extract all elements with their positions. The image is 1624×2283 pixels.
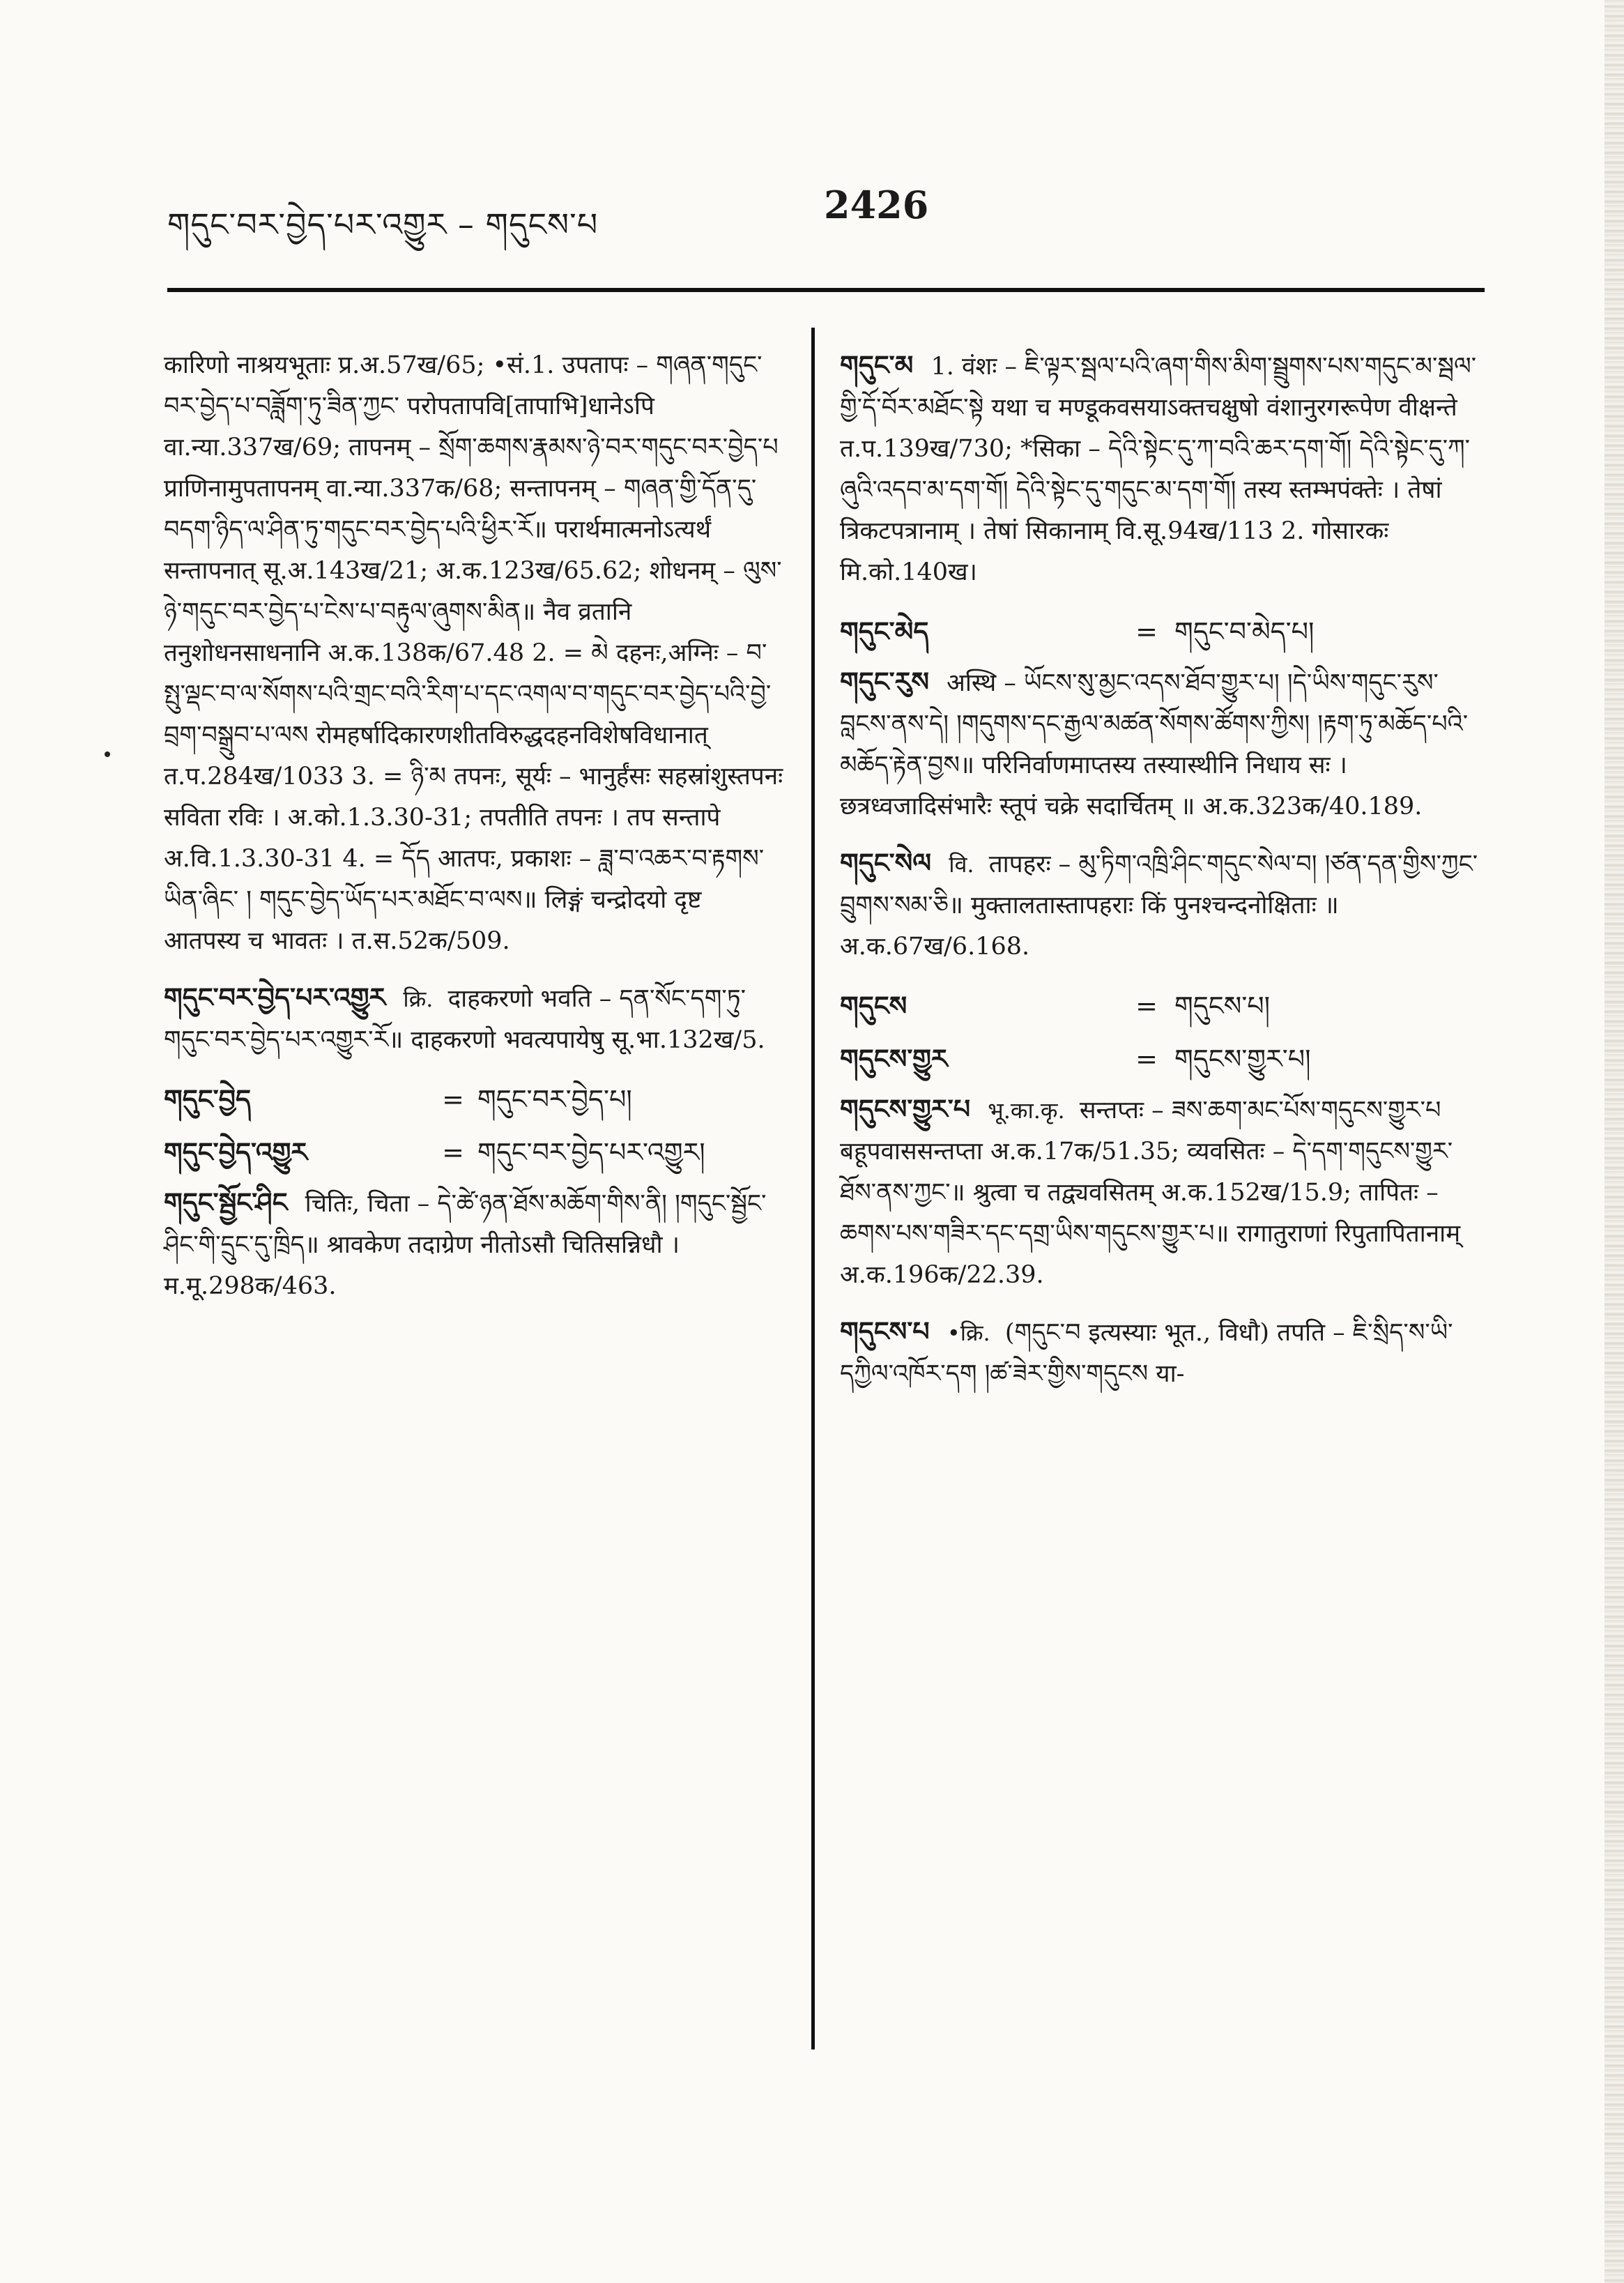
xref-lemma: གདུང་མེད	[840, 616, 929, 647]
margin-dot	[105, 751, 110, 757]
right-column	[840, 345, 1481, 1410]
entry-body: (གདུང་བ इत्यस्याः भूत., विधौ) तपति – ཇི་སྲིད་ས་ཡི་དཀྱིལ་འཁོར་དག །ཚ་ཟེར་གྱིས་གདུངས या-	[840, 1319, 1453, 1388]
xref-target: གདུང་བར་བྱེད་པ།	[477, 1084, 632, 1115]
entry-grammar: क्रि.	[403, 986, 434, 1012]
entry-lemma: གདུངས་པ	[840, 1316, 930, 1347]
entry-body: अस्थि – ཡོངས་སུ་མྱང་འདས་ཐོབ་གྱུར་པ། །དེ་ཡིས་གདུང་རུས་བླངས་ནས་དེ། །གདུགས་དང་རྒྱལ་མཚན་སོགས་ཚོགས་ཀྱིས། །རྟག་ཏུ་མཆོད་པའི་མཆོད་རྟེན་བྱས॥ परिनिर्वाणमाप्तस्य तस्यास्थीनि निधाय सः । छत्रध्वजादिसंभारैः स्तूपं चक्रे सदार्चितम् ॥ अ.क.323क/40.189.	[840, 669, 1469, 820]
xref-lemma: གདུངས་གྱུར	[840, 1044, 948, 1074]
cross-reference	[840, 609, 1481, 655]
xref-target: གདུང་བར་བྱེད་པར་འགྱུར།	[477, 1137, 705, 1168]
entry-body: दाहकरणो भवति – དན་སོང་དག་ཏུ་གདུང་བར་བྱེད་པར་འགྱུར་རོ॥ दाहकरणो भवत्यपायेषु सू.भा.132ख/5.	[164, 985, 765, 1054]
entry-continuation: कारिणो नाश्रयभूताः प्र.अ.57ख/65; •सं.1. उपतापः – གཞན་གདུང་བར་བྱེད་པ་བཟློག་ཏུ་ཟིན་ཀྱང་ परोपतापवि[तापाभि]धानेऽपि वा.न्या.337ख/69; तापनम् – སྲོག་ཆགས་རྣམས་ཉེ་བར་གདུང་བར་བྱེད་པ प्राणिनामुपतापनम् वा.न्या.337क/68; सन्तापनम् – གཞན་གྱི་དོན་དུ་བདག་ཉིད་ལ་ཤིན་ཏུ་གདུང་བར་བྱེད་པའི་ཕྱིར་རོ॥ परार्थमात्मनोऽत्यर्थं सन्तापनात् सू.अ.143ख/21; अ.क.123ख/65.62; शोधनम् – ལུས་ཉེ་གདུང་བར་བྱེད་པ་ངེས་པ་བརྟུལ་ཞུགས་མིན॥ नैव व्रतानि तनुशोधनसाधनानि अ.क.138क/67.48 2. = མེ दहनः,अग्निः – བ་སྤུ་ལྡང་བ་ལ་སོགས་པའི་གྲང་བའི་རིག་པ་དང་འགལ་བ་གདུང་བར་བྱེད་པའི་བྱེ་བྲག་བསྒྲུབ་པ་ལས रोमहर्षादिकारणशीतविरुद्धदहनविशेषविधानात् त.प.284ख/1033 3. = ཉི་མ तपनः, सूर्यः – भानुर्हंसः सहस्रांशुस्तपनः सविता रविः । अ.को.1.3.30-31; तपतीति तपनः । तप सन्तापे अ.वि.1.3.30-31 4. = དོད आतपः, प्रकाशः – ཟླ་བ་འཆར་བ་རྟགས་ཡིན་ཞིང་ ། གདུང་བྱེད་ཡོད་པར་མཐོང་བ་ལས॥ लिङ्गं चन्द्रोदयो दृष्ट आतपस्य च भावतः । त.स.52क/509.	[164, 351, 783, 955]
xref-equals: =	[442, 1084, 464, 1115]
cross-reference	[840, 983, 1481, 1029]
dictionary-entry	[840, 1089, 1481, 1296]
entry-body: तापहरः – མུ་ཏིག་འཁྲི་ཤིང་གདུང་སེལ་བ། །ཙན་དན་གྱིས་ཀྱང་བྲུགས་སམ་ཅི॥ मुक्तालतास्तापहराः किं पुनश्चन्दनोक्षिताः ॥ अ.क.67ख/6.168.	[840, 850, 1478, 961]
running-head: གདུང་བར་བྱེད་པར་འགྱུར – གདུངས་པ	[167, 206, 599, 243]
xref-target: གདུངས་གྱུར་པ།	[1174, 1044, 1311, 1074]
column-divider	[811, 328, 815, 2049]
entry-lemma: གདུང་བར་བྱེད་པར་འགྱུར	[164, 982, 386, 1013]
page-header	[0, 183, 1624, 243]
entry-lemma: གདུང་རུས	[840, 666, 929, 697]
xref-lemma: གདུང་བྱེད་འགྱུར	[164, 1137, 308, 1168]
entry-grammar: •क्रि.	[947, 1320, 990, 1346]
dictionary-entry	[840, 843, 1481, 968]
page-number: 2426	[824, 183, 929, 227]
entry-grammar: वि.	[949, 851, 974, 878]
dictionary-entry	[840, 662, 1481, 827]
entry-body: चितिः, चिता – དེ་ཚེ་ཉན་ཐོས་མཆོག་གིས་ནི། །གདུང་སྦྱོང་ཤིང་གི་དྲུང་དུ་ཁྲིད॥ श्रावकेण तदाग्रेण नीतोऽसौ चितिसन्निधौ । म.मू.298क/463.	[164, 1190, 767, 1300]
entry-lemma: གདུང་སེལ	[840, 848, 932, 878]
entry-body: 1. वंशः – ཇི་ལྟར་སྦལ་པའི་ཞག་གིས་མིག་སྦྲུགས་པས་གདུང་མ་སྦལ་གྱི་དོ་བོར་མཐོང་སྟེ यथा च मण्डूकवसयाऽक्तचक्षुषो वंशानुरगरूपेण वीक्षन्ते त.प.139ख/730; *सिका – དེའི་སྟེང་དུ་ཀ་བའི་ཆར་དག་གོ། དེའི་སྟེང་དུ་ཀ་ཞུའི་འདབ་མ་དག་གོ། དེའི་སྟེང་དུ་གདུང་མ་དག་གོ། तस्य स्तम्भपंक्तेः । तेषां त्रिकटपत्रानाम् । तेषां सिकानाम् वि.सू.94ख/113 2. गोसारकः मि.को.140ख।	[840, 353, 1477, 586]
scan-edge	[1604, 0, 1624, 2283]
dictionary-entry	[840, 345, 1481, 593]
cross-reference	[840, 1036, 1481, 1082]
cross-reference	[164, 1076, 784, 1122]
entry-body: सन्तप्तः – ཟས་ཆག་མང་པོས་གདུངས་གྱུར་པ बहूपवाससन्तप्ता अ.क.17क/51.35; व्यवसितः – དེ་དག་གདུངས་གྱུར་ཐོས་ནས་ཀྱང་॥ श्रुत्वा च तद्व्यवसितम् अ.क.152ख/15.9; तापितः – ཆགས་པས་གཟིར་དང་དགྲ་ཡིས་གདུངས་གྱུར་པ॥ रागातुराणां रिपुतापितानाम् अ.क.196क/22.39.	[840, 1097, 1461, 1289]
xref-equals: =	[1135, 616, 1158, 647]
xref-equals: =	[1135, 1044, 1158, 1074]
xref-equals: =	[1135, 991, 1158, 1021]
xref-lemma: གདུངས	[840, 991, 907, 1021]
cross-reference	[164, 1129, 784, 1175]
entry-lemma: གདུངས་གྱུར་པ	[840, 1094, 971, 1124]
dictionary-entry	[164, 977, 784, 1061]
dictionary-entry	[840, 1311, 1481, 1395]
entry-lemma: གདུང་སྦྱོང་ཤིང	[164, 1187, 288, 1218]
entry-lemma: གདུང་མ	[840, 350, 914, 381]
header-rule	[167, 288, 1485, 292]
xref-target: གདུངས་པ།	[1174, 991, 1271, 1021]
xref-lemma: གདུང་བྱེད	[164, 1084, 252, 1115]
left-column	[164, 345, 784, 1322]
xref-target: གདུང་བ་མེད་པ།	[1174, 616, 1315, 647]
dictionary-entry	[164, 1182, 784, 1307]
entry-grammar: भू.का.कृ.	[988, 1097, 1065, 1124]
xref-equals: =	[442, 1137, 464, 1168]
